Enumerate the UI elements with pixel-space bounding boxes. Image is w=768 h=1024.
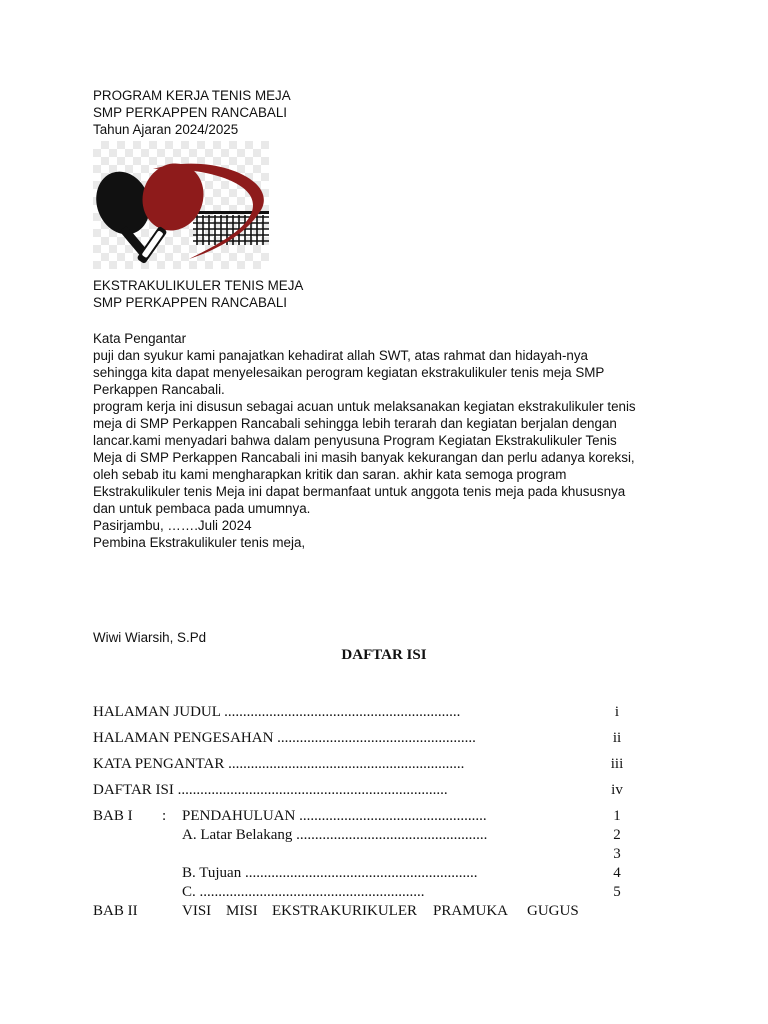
toc-entry	[93, 704, 460, 724]
toc-entry	[93, 730, 476, 750]
toc-bab-word: PRAMUKA	[433, 903, 509, 919]
toc-bab-word: MISI	[226, 903, 258, 919]
toc-entry-page: i	[614, 704, 620, 720]
toc-entry-page: 4	[613, 865, 621, 881]
toc-entry	[93, 756, 464, 776]
toc-entry-label: KATA PENGANTAR	[93, 756, 225, 772]
toc-entry-dots: ............................................................	[199, 884, 425, 900]
toc-sub-entry	[182, 884, 425, 904]
toc-entry-dots: ..................................................	[299, 808, 487, 824]
toc-entry-dots: ...................................................	[296, 827, 488, 843]
paragraph-line: sehingga kita dapat menyelesaikan perogram kegiatan ekstrakulikuler tenis meja SMP	[93, 365, 605, 380]
toc-entry-page: 3	[613, 846, 621, 862]
sub-header-ekskul: EKSTRAKULIKULER TENIS MEJA	[93, 278, 304, 293]
toc-sub-entry	[182, 827, 487, 847]
paragraph-line: lancar.kami menyadari bahwa dalam penyusuna Program Kegiatan Ekstrakulikuler Tenis	[93, 433, 617, 448]
toc-entry-label: DAFTAR ISI	[93, 782, 174, 798]
toc-bab-word: EKSTRAKURIKULER	[272, 903, 417, 919]
toc-entry-dots: ..............................................................	[244, 865, 478, 881]
header-year: Tahun Ajaran 2024/2025	[93, 122, 239, 137]
toc-entry-label: PENDAHULUAN	[182, 808, 296, 824]
toc-entry-label: HALAMAN PENGESAHAN	[93, 730, 274, 746]
toc-sub-entry	[182, 865, 477, 885]
toc-entry-label: B. Tujuan	[182, 865, 242, 881]
toc-entry-dots: .....................................................	[277, 730, 476, 746]
table-tennis-paddles-net-icon	[93, 141, 269, 269]
toc-entry-label: C.	[182, 884, 196, 900]
toc-entry-page: iii	[610, 756, 624, 772]
place-date: Pasirjambu, …….Juli 2024	[93, 518, 252, 533]
paragraph-line: meja di SMP Perkappen Rancabali sehingga lebih terarah dan kegiatan berjalan dengan	[93, 416, 617, 431]
toc-bab-number: BAB I	[93, 808, 133, 824]
kata-pengantar-section	[93, 330, 693, 551]
toc-title: DAFTAR ISI	[341, 647, 427, 663]
toc-entry-label: A. Latar Belakang	[182, 827, 293, 843]
toc-bab-word: GUGUS	[527, 903, 579, 919]
toc-bab-number: BAB II	[93, 903, 138, 919]
table-tennis-logo	[93, 141, 269, 269]
toc-entry-page: 2	[613, 827, 621, 843]
toc-entry	[93, 782, 448, 802]
toc-entry-page: iv	[611, 782, 623, 798]
paragraph-line: Ekstrakulikuler tenis Meja ini dapat bermanfaat untuk anggota tenis meja pada khususnya	[93, 484, 626, 499]
toc-bab-word: VISI	[182, 903, 212, 919]
toc-entry-dots: ........................................................................	[177, 782, 448, 798]
paragraph-line: puji dan syukur kami panajatkan kehadirat allah SWT, atas rahmat dan hidayah-nya	[93, 348, 588, 363]
signer-name: Wiwi Wiarsih, S.Pd	[93, 630, 207, 645]
toc-entry-dots: ...............................................................	[224, 704, 461, 720]
toc-entry-page: ii	[612, 730, 622, 746]
header-school: SMP PERKAPPEN RANCABALI	[93, 105, 287, 120]
section-title: Kata Pengantar	[93, 331, 187, 346]
toc-entry-label: HALAMAN JUDUL	[93, 704, 221, 720]
paragraph-line: oleh sebab itu kami mengharapkan kritik dan saran. akhir kata semoga program	[93, 467, 567, 482]
sub-header	[93, 277, 693, 311]
toc-entry-dots: ...............................................................	[228, 756, 465, 772]
sub-header-school: SMP PERKAPPEN RANCABALI	[93, 295, 287, 310]
signer-title: Pembina Ekstrakulikuler tenis meja,	[93, 535, 306, 550]
header-title: PROGRAM KERJA TENIS MEJA	[93, 88, 291, 103]
toc-bab-colon: :	[162, 808, 167, 824]
paragraph-line: Perkappen Rancabali.	[93, 382, 225, 397]
paragraph-line: program kerja ini disusun sebagai acuan untuk melaksanakan kegiatan ekstrakulikuler tenis	[93, 399, 636, 414]
document-header	[93, 87, 693, 138]
toc-entry-page: 1	[613, 808, 621, 824]
paragraph-line: dan untuk pembaca pada umumnya.	[93, 501, 311, 516]
toc-entry-page: 5	[613, 884, 621, 900]
paragraph-line: Meja di SMP Perkappen Rancabali ini masih banyak kekurangan dan perlu adanya koreksi,	[93, 450, 635, 465]
toc-entry	[182, 808, 487, 828]
